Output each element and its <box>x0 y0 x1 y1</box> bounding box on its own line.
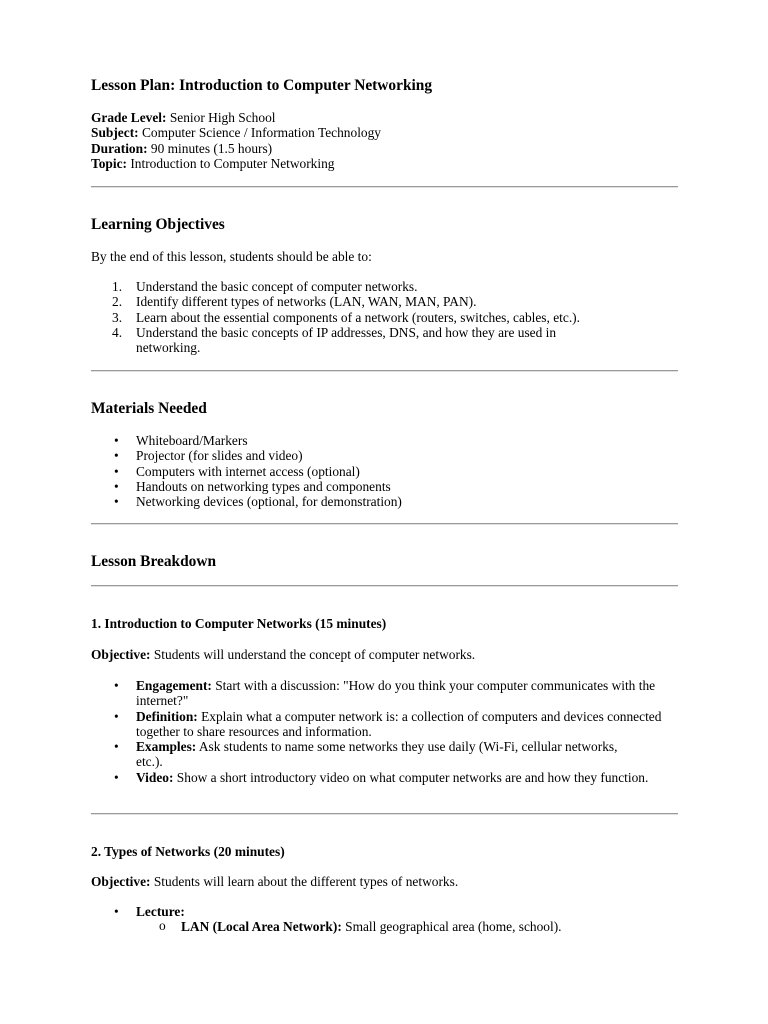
document-title: Lesson Plan: Introduction to Computer Networking <box>91 77 433 94</box>
list-item: • Computers with internet access (optional) <box>91 464 671 479</box>
list-item: 3. Learn about the essential components of a network (routers, switches, cables, etc.). <box>112 309 580 325</box>
divider <box>91 523 678 525</box>
section-1-heading: 1. Introduction to Computer Networks (15 minutes) <box>91 616 387 631</box>
list-item: • Video: Show a short introductory video on what computer networks are and how they function. <box>91 770 671 785</box>
list-item: • Projector (for slides and video) <box>91 448 671 463</box>
list-item: o LAN (Local Area Network): Small geographical area (home, school). <box>136 919 671 934</box>
meta-duration: Duration: 90 minutes (1.5 hours) <box>91 140 273 156</box>
section-2-list <box>91 904 671 935</box>
list-item: 4. Understand the basic concepts of IP addresses, DNS, and how they are used in networking. <box>112 324 557 356</box>
section-1-list <box>91 678 671 785</box>
meta-subject: Subject: Computer Science / Information Technology <box>91 125 381 141</box>
section-1-objective: Objective: Students will understand the concept of computer networks. <box>91 647 476 662</box>
list-item: • Networking devices (optional, for demonstration) <box>91 494 671 509</box>
divider <box>91 585 678 587</box>
list-item: 2. Identify different types of networks (LAN, WAN, MAN, PAN). <box>112 294 477 310</box>
divider <box>91 186 678 188</box>
list-item: • Handouts on networking types and components <box>91 479 671 494</box>
lecture-sublist <box>136 919 671 934</box>
section-2-heading: 2. Types of Networks (20 minutes) <box>91 844 285 859</box>
meta-topic: Topic: Introduction to Computer Networking <box>91 155 335 171</box>
objectives-list <box>91 279 671 355</box>
list-item: • Definition: Explain what a computer network is: a collection of computers and devices connected together to share resources and information. <box>91 709 671 740</box>
divider <box>91 370 678 372</box>
learning-objectives-heading: Learning Objectives <box>91 216 225 233</box>
section-2-objective: Objective: Students will learn about the different types of networks. <box>91 874 459 889</box>
materials-heading: Materials Needed <box>91 400 207 417</box>
list-item: • Lecture: o LAN (Local Area Network): Small geographical area (home, school). <box>91 904 671 935</box>
lesson-meta <box>91 110 381 171</box>
list-item: • Engagement: Start with a discussion: "How do you think your computer communicates with the internet?" <box>91 678 671 709</box>
meta-grade-level: Grade Level: Senior High School <box>91 110 276 125</box>
list-item: • Examples: Ask students to name some networks they use daily (Wi-Fi, cellular networks, etc.). <box>91 739 621 770</box>
lesson-breakdown-heading: Lesson Breakdown <box>91 553 217 570</box>
objectives-intro: By the end of this lesson, students should be able to: <box>91 249 372 264</box>
list-item: 1. Understand the basic concept of computer networks. <box>112 279 418 294</box>
list-item: • Whiteboard/Markers <box>91 433 671 448</box>
materials-list <box>91 433 671 509</box>
divider <box>91 813 678 815</box>
